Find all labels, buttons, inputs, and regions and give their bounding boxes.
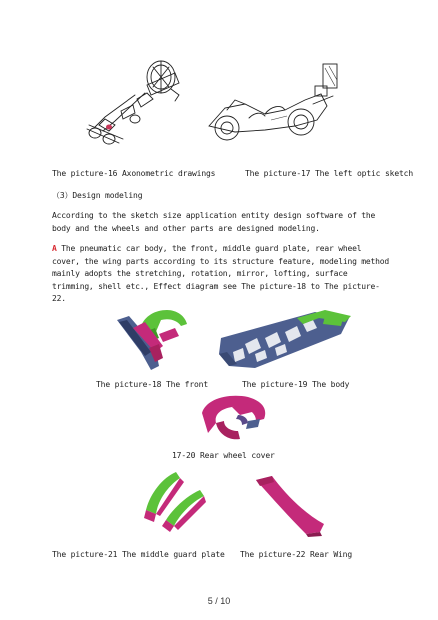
caption-picture-16: The picture-16 Axonometric drawings	[52, 169, 216, 178]
paragraph-1: According to the sketch size application entity design software of the body and the wheels and other parts are designed modeling.	[52, 211, 376, 233]
page-number: 5 / 10	[207, 596, 231, 606]
middle-guard-plate-image	[140, 470, 210, 535]
paragraph-2-text: The pneumatic car body, the front, middle guard plate, rear wheel cover, the wing parts according to its structure feature, modeling method mainly adopts the stretching, rotation, mirror, lofting, surface trimming, shell etc., Effect diagram see The picture-18 to The picture-22.	[52, 244, 389, 303]
rear-wheel-cover-image	[198, 393, 270, 445]
left-optic-sketch	[205, 60, 345, 145]
caption-picture-19: The picture-19 The body	[242, 380, 350, 389]
paragraph-2	[52, 243, 392, 306]
caption-picture-17: The picture-17 The left optic sketch	[245, 169, 413, 178]
section-heading: （3）Design modeling	[52, 191, 143, 200]
rear-wing-image	[250, 472, 330, 537]
caption-picture-21: The picture-21 The middle guard plate	[52, 550, 225, 559]
caption-picture-18: The picture-18 The front	[96, 380, 208, 389]
paragraph-marker: A	[52, 244, 57, 253]
front-part-image	[115, 308, 190, 373]
caption-picture-22: The picture-22 Rear Wing	[240, 550, 352, 559]
caption-picture-20: 17-20 Rear wheel cover	[172, 451, 275, 460]
axonometric-sketch	[75, 55, 195, 145]
body-part-image	[215, 308, 355, 373]
